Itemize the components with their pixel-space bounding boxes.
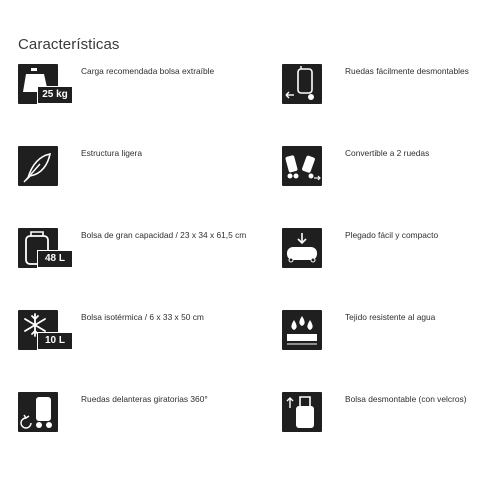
feature-detachable-bag bbox=[282, 392, 500, 436]
feature-label: Ruedas fácilmente desmontables bbox=[345, 66, 469, 76]
two-wheels-convertible-icon bbox=[282, 146, 322, 186]
capacity-badge: 48 L bbox=[37, 250, 73, 268]
feature-isothermal bbox=[18, 310, 258, 354]
feature-label: Tejido resistente al agua bbox=[345, 312, 436, 322]
feature-label: Plegado fácil y compacto bbox=[345, 230, 439, 240]
removable-wheels-icon bbox=[282, 64, 322, 104]
feature-label: Bolsa de gran capacidad / 23 x 34 x 61,5 cm bbox=[81, 230, 247, 240]
feature-swivel-wheels bbox=[18, 392, 258, 436]
feature-label: Ruedas delanteras giratorias 360° bbox=[81, 394, 208, 404]
feature-water-resistant bbox=[282, 310, 500, 354]
weight-badge: 25 kg bbox=[37, 86, 73, 104]
feature-load bbox=[18, 64, 258, 108]
water-resistant-icon bbox=[282, 310, 322, 350]
feature-convertible bbox=[282, 146, 500, 190]
feature-label: Convertible a 2 ruedas bbox=[345, 148, 430, 158]
feature-removable-wheels bbox=[282, 64, 500, 108]
feature-label: Bolsa isotérmica / 6 x 33 x 50 cm bbox=[81, 312, 204, 322]
fold-compact-icon bbox=[282, 228, 322, 268]
feature-fold bbox=[282, 228, 500, 272]
volume-badge: 10 L bbox=[37, 332, 73, 350]
feature-light-structure bbox=[18, 146, 258, 190]
detachable-bag-icon bbox=[282, 392, 322, 432]
feature-label: Bolsa desmontable (con velcros) bbox=[345, 394, 467, 404]
feature-label: Carga recomendada bolsa extraíble bbox=[81, 66, 215, 76]
feature-large-bag bbox=[18, 228, 258, 272]
page-title: Características bbox=[18, 36, 120, 53]
feather-icon bbox=[18, 146, 58, 186]
feature-label: Estructura ligera bbox=[81, 148, 142, 158]
swivel-wheels-icon bbox=[18, 392, 58, 432]
